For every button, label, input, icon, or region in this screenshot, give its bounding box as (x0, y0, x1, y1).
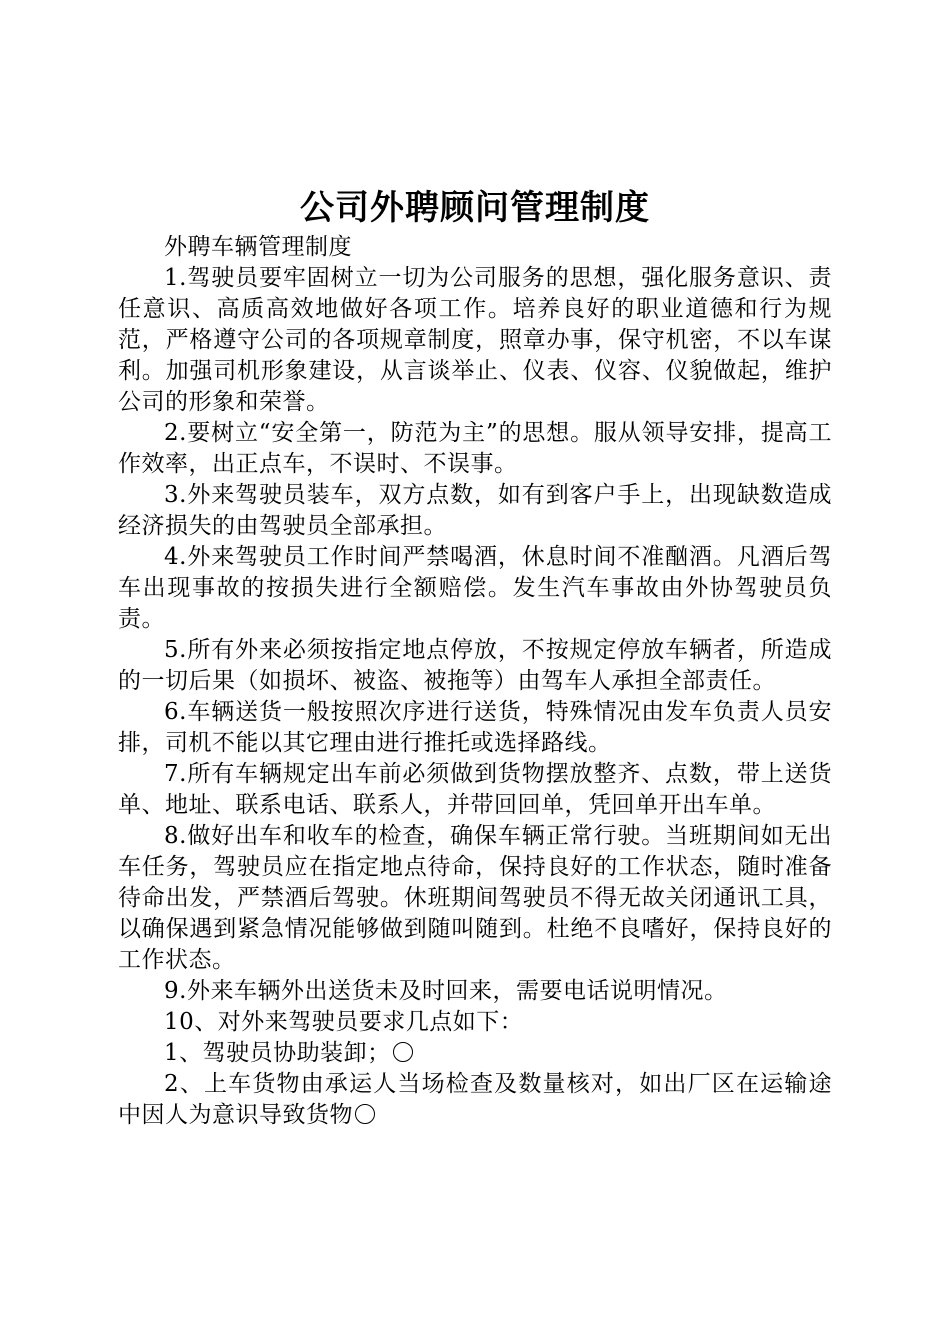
paragraph-11 (118, 1038, 832, 1069)
document-body (118, 232, 832, 1131)
paragraph-text: 10、对外来驾驶员要求几点如下： (164, 1009, 524, 1035)
paragraph-text: 1.驾驶员要牢固树立一切为公司服务的思想，强化服务意识、责任意识、高质高效地做好各项工作。培养良好的职业道德和行为规范，严格遵守公司的各项规章制度，照章办事，保守机密，不以车谋利。加强司机形象建设，从言谈举止、仪表、仪容、仪貌做起，维护公司的形象和荣誉。 (118, 265, 832, 415)
paragraph-text: 2.要树立“安全第一，防范为主”的思想。服从领导安排，提高工作效率，出正点车，不误时、不误事。 (118, 420, 832, 477)
paragraph-5 (118, 635, 832, 697)
paragraph-text: 5.所有外来必须按指定地点停放，不按规定停放车辆者，所造成的一切后果（如损坏、被盗、被拖等）由驾车人承担全部责任。 (118, 637, 832, 694)
paragraph-text: 6.车辆送货一般按照次序进行送货，特殊情况由发车负责人员安排，司机不能以其它理由进行推托或选择路线。 (118, 699, 832, 756)
circle-placeholder-icon (393, 1042, 413, 1062)
paragraph-text: 9.外来车辆外出送货未及时回来，需要电话说明情况。 (164, 978, 728, 1004)
paragraph-text: 1、驾驶员协助装卸； (164, 1040, 391, 1066)
paragraph-9 (118, 976, 832, 1007)
paragraph-text: 7.所有车辆规定出车前必须做到货物摆放整齐、点数，带上送货单、地址、联系电话、联系人，并带回回单，凭回单开出车单。 (118, 761, 832, 818)
paragraph-3 (118, 480, 832, 542)
paragraph-2 (118, 418, 832, 480)
paragraph-text: 2、上车货物由承运人当场检查及数量核对，如出厂区在运输途中因人为意识导致货物 (118, 1071, 832, 1128)
circle-placeholder-icon (355, 1104, 375, 1124)
paragraph-4 (118, 542, 832, 635)
paragraph-text: 3.外来驾驶员装车，双方点数，如有到客户手上，出现缺数造成经济损失的由驾驶员全部承担。 (118, 482, 832, 539)
paragraph-10 (118, 1007, 832, 1038)
paragraph-text: 8.做好出车和收车的检查，确保车辆正常行驶。当班期间如无出车任务，驾驶员应在指定地点待命，保持良好的工作状态，随时准备待命出发，严禁酒后驾驶。休班期间驾驶员不得无故关闭通讯工具，以确保遇到紧急情况能够做到随叫随到。杜绝不良嗜好，保持良好的工作状态。 (118, 823, 832, 973)
document-title: 公司外聘顾问管理制度 (300, 188, 650, 228)
paragraph-6 (118, 697, 832, 759)
paragraph-12 (118, 1069, 832, 1131)
paragraph-8 (118, 821, 832, 976)
section-heading-text: 外聘车辆管理制度 (164, 234, 352, 260)
paragraph-1 (118, 263, 832, 418)
paragraph-text: 4.外来驾驶员工作时间严禁喝酒，休息时间不准酗酒。凡酒后驾车出现事故的按损失进行全额赔偿。发生汽车事故由外协驾驶员负责。 (118, 544, 832, 632)
paragraph-7 (118, 759, 832, 821)
section-heading (118, 232, 832, 263)
